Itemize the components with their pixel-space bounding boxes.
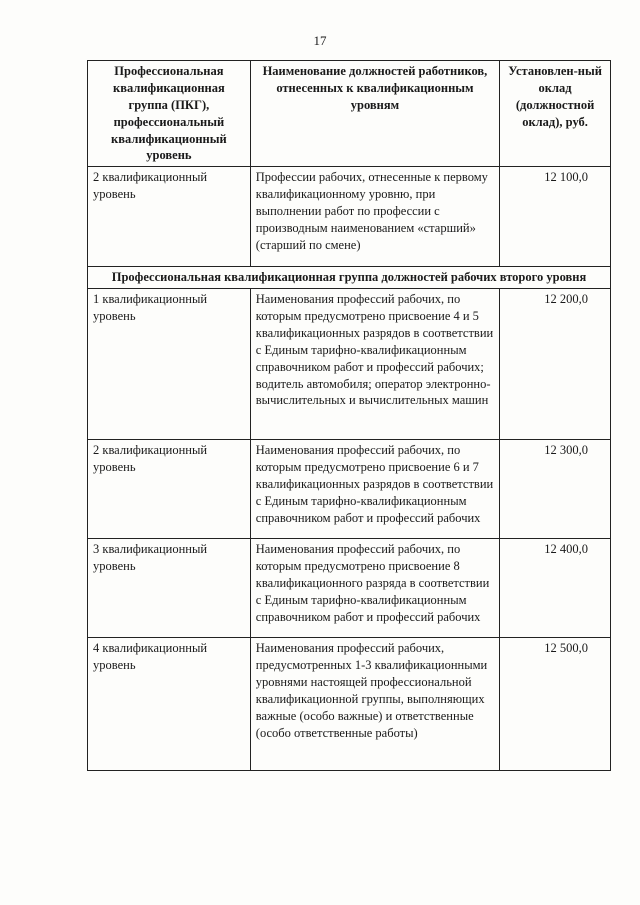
cell-salary: 12 100,0	[500, 167, 611, 267]
table-row	[88, 440, 611, 539]
header-salary: Установлен-ный оклад (должностной оклад), руб.	[500, 61, 611, 167]
table-header-row	[88, 61, 611, 167]
cell-salary: 12 400,0	[500, 539, 611, 638]
table-row	[88, 539, 611, 638]
page-number: 17	[313, 33, 327, 48]
cell-positions: Наименования профессий рабочих, предусмотренных 1-3 квалификационными уровнями настоящей профессиональной квалификационной группы, выполняющих важные (особо важные) и ответственные (особо ответственные работы)	[250, 638, 499, 771]
group-title: Профессиональная квалификационная группа должностей рабочих второго уровня	[88, 267, 611, 289]
cell-positions: Наименования профессий рабочих, по которым предусмотрено присвоение 4 и 5 квалификационных разрядов в соответствии с Единым тарифно-квалификационным справочником работ и профессий рабочих; водитель автомобиля; оператор электронно-вычислительных и вычислительных машин	[250, 289, 499, 440]
header-pkg-level: Профессиональная квалификационная группа (ПКГ), профессиональный квалификационный уровень	[88, 61, 251, 167]
cell-salary: 12 500,0	[500, 638, 611, 771]
table-row	[88, 638, 611, 771]
table-row	[88, 167, 611, 267]
cell-level: 3 квалификационный уровень	[88, 539, 251, 638]
cell-level: 2 квалификационный уровень	[88, 167, 251, 267]
cell-level: 2 квалификационный уровень	[88, 440, 251, 539]
cell-positions: Наименования профессий рабочих, по которым предусмотрено присвоение 8 квалификационного разряда в соответствии с Единым тарифно-квалификационным справочником работ и профессий рабочих	[250, 539, 499, 638]
cell-salary: 12 300,0	[500, 440, 611, 539]
cell-salary: 12 200,0	[500, 289, 611, 440]
cell-level: 4 квалификационный уровень	[88, 638, 251, 771]
group-title-row	[88, 267, 611, 289]
cell-positions: Профессии рабочих, отнесенные к первому квалификационному уровню, при выполнении работ по профессии с производным наименованием «старший» (старший по смене)	[250, 167, 499, 267]
salary-table	[87, 60, 611, 771]
cell-level: 1 квалификационный уровень	[88, 289, 251, 440]
table-row	[88, 289, 611, 440]
header-positions: Наименование должностей работников, отнесенных к квалификационным уровням	[250, 61, 499, 167]
cell-positions: Наименования профессий рабочих, по которым предусмотрено присвоение 6 и 7 квалификационных разрядов в соответствии с Единым тарифно-квалификационным справочником работ и профессий рабочих	[250, 440, 499, 539]
